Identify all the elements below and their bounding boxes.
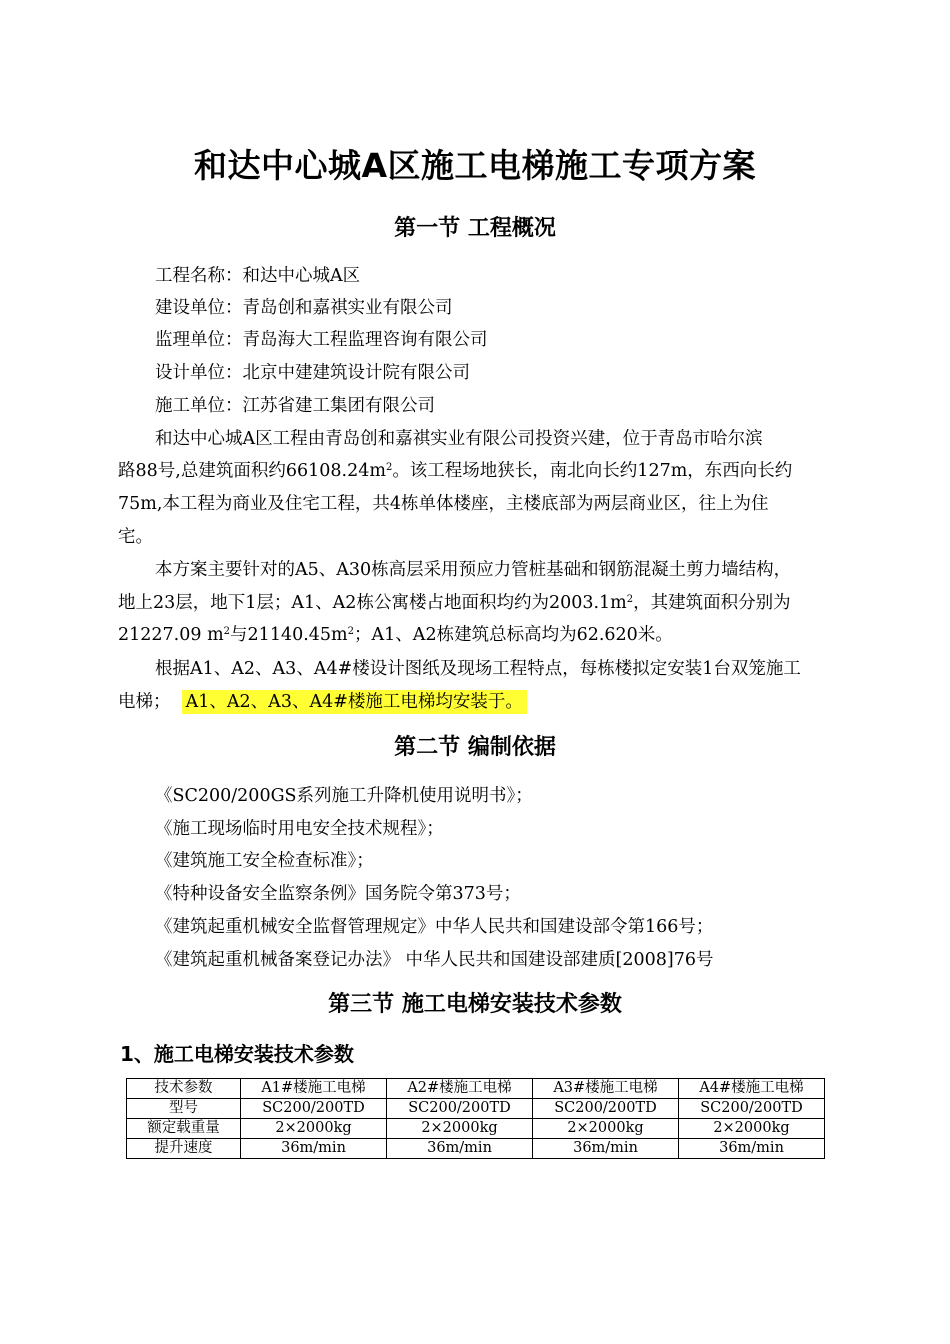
paragraph-1-line-2: 路88号,总建筑面积约$66108.24m^2$。该工程场地狭长，南北向长约127m，东西向长约 bbox=[118, 461, 793, 481]
table-cell: 36m/min bbox=[679, 1139, 825, 1159]
paragraph-3-line-2: 电梯； A1、A2、A3、A4#楼施工电梯均安装于。 bbox=[118, 689, 838, 715]
paragraph-2-line-2: 地上23层，地下1层；A1、A2栋公寓楼占地面积均约为$2003.1m^2$，其建筑面积分别为 bbox=[118, 593, 791, 613]
table-cell: 2×2000kg bbox=[679, 1119, 825, 1139]
table-cell: 提升速度 bbox=[127, 1139, 241, 1159]
project-name: 工程名称：和达中心城A区 bbox=[155, 266, 361, 286]
table-cell: SC200/200TD bbox=[241, 1099, 387, 1119]
reference-item: 《建筑起重机械安全监督管理规定》中华人民共和国建设部令第166号； bbox=[155, 917, 714, 937]
paragraph-2-line-3: 21227.09 $m^2$与$21140.45m^2$；A1、A2栋建筑总标高均为62.620米。 bbox=[118, 625, 673, 645]
table-row bbox=[127, 1119, 825, 1139]
table-cell: 型号 bbox=[127, 1099, 241, 1119]
section-3-heading: 第三节 施工电梯安装技术参数 bbox=[328, 992, 622, 1017]
contractor-unit: 施工单位：江苏省建工集团有限公司 bbox=[155, 396, 435, 416]
reference-item: 《建筑起重机械备案登记办法》 中华人民共和国建设部建质[2008]76号 bbox=[155, 950, 714, 970]
reference-item: 《SC200/200GS系列施工升降机使用说明书》； bbox=[155, 786, 533, 806]
reference-item: 《建筑施工安全检查标准》； bbox=[155, 851, 374, 871]
table-header-cell: 技术参数 bbox=[127, 1079, 241, 1099]
reference-item: 《特种设备安全监察条例》国务院令第373号； bbox=[155, 884, 521, 904]
table-cell: 2×2000kg bbox=[241, 1119, 387, 1139]
paragraph-1-line-3: 75m,本工程为商业及住宅工程，共4栋单体楼座，主楼底部为两层商业区，往上为住 bbox=[118, 494, 769, 514]
table-header-cell: A3#楼施工电梯 bbox=[533, 1079, 679, 1099]
supervision-unit: 监理单位：青岛海大工程监理咨询有限公司 bbox=[155, 330, 488, 350]
table-cell: 36m/min bbox=[241, 1139, 387, 1159]
table-header-row bbox=[127, 1079, 825, 1099]
highlighted-text: A1、A2、A3、A4#楼施工电梯均安装于。 bbox=[182, 690, 527, 714]
construction-unit: 建设单位：青岛创和嘉祺实业有限公司 bbox=[155, 298, 453, 318]
paragraph-2-line-1: 本方案主要针对的A5、A30栋高层采用预应力管桩基础和钢筋混凝土剪力墙结构， bbox=[155, 560, 792, 580]
document-title: 和达中心城A区施工电梯施工专项方案 bbox=[193, 146, 757, 185]
elevator-parameters-table bbox=[126, 1078, 825, 1159]
table-cell: SC200/200TD bbox=[387, 1099, 533, 1119]
paragraph-1-line-1: 和达中心城A区工程由青岛创和嘉祺实业有限公司投资兴建，位于青岛市哈尔滨 bbox=[155, 429, 763, 449]
section-1-heading: 第一节 工程概况 bbox=[394, 216, 556, 241]
table-cell: 2×2000kg bbox=[533, 1119, 679, 1139]
table-row bbox=[127, 1139, 825, 1159]
table-cell: SC200/200TD bbox=[533, 1099, 679, 1119]
table-header-cell: A4#楼施工电梯 bbox=[679, 1079, 825, 1099]
table-cell: SC200/200TD bbox=[679, 1099, 825, 1119]
table-header-cell: A1#楼施工电梯 bbox=[241, 1079, 387, 1099]
subsection-heading: 1、施工电梯安装技术参数 bbox=[120, 1042, 354, 1066]
table-header-cell: A2#楼施工电梯 bbox=[387, 1079, 533, 1099]
table-cell: 36m/min bbox=[533, 1139, 679, 1159]
table-cell: 2×2000kg bbox=[387, 1119, 533, 1139]
paragraph-1-line-4: 宅。 bbox=[118, 527, 153, 547]
table-row bbox=[127, 1099, 825, 1119]
table-cell: 36m/min bbox=[387, 1139, 533, 1159]
design-unit: 设计单位：北京中建建筑设计院有限公司 bbox=[155, 363, 470, 383]
reference-item: 《施工现场临时用电安全技术规程》； bbox=[155, 819, 444, 839]
table-cell: 额定载重量 bbox=[127, 1119, 241, 1139]
section-2-heading: 第二节 编制依据 bbox=[394, 735, 556, 760]
paragraph-3-line-1: 根据A1、A2、A3、A4#楼设计图纸及现场工程特点，每栋楼拟定安装1台双笼施工 bbox=[155, 659, 801, 679]
